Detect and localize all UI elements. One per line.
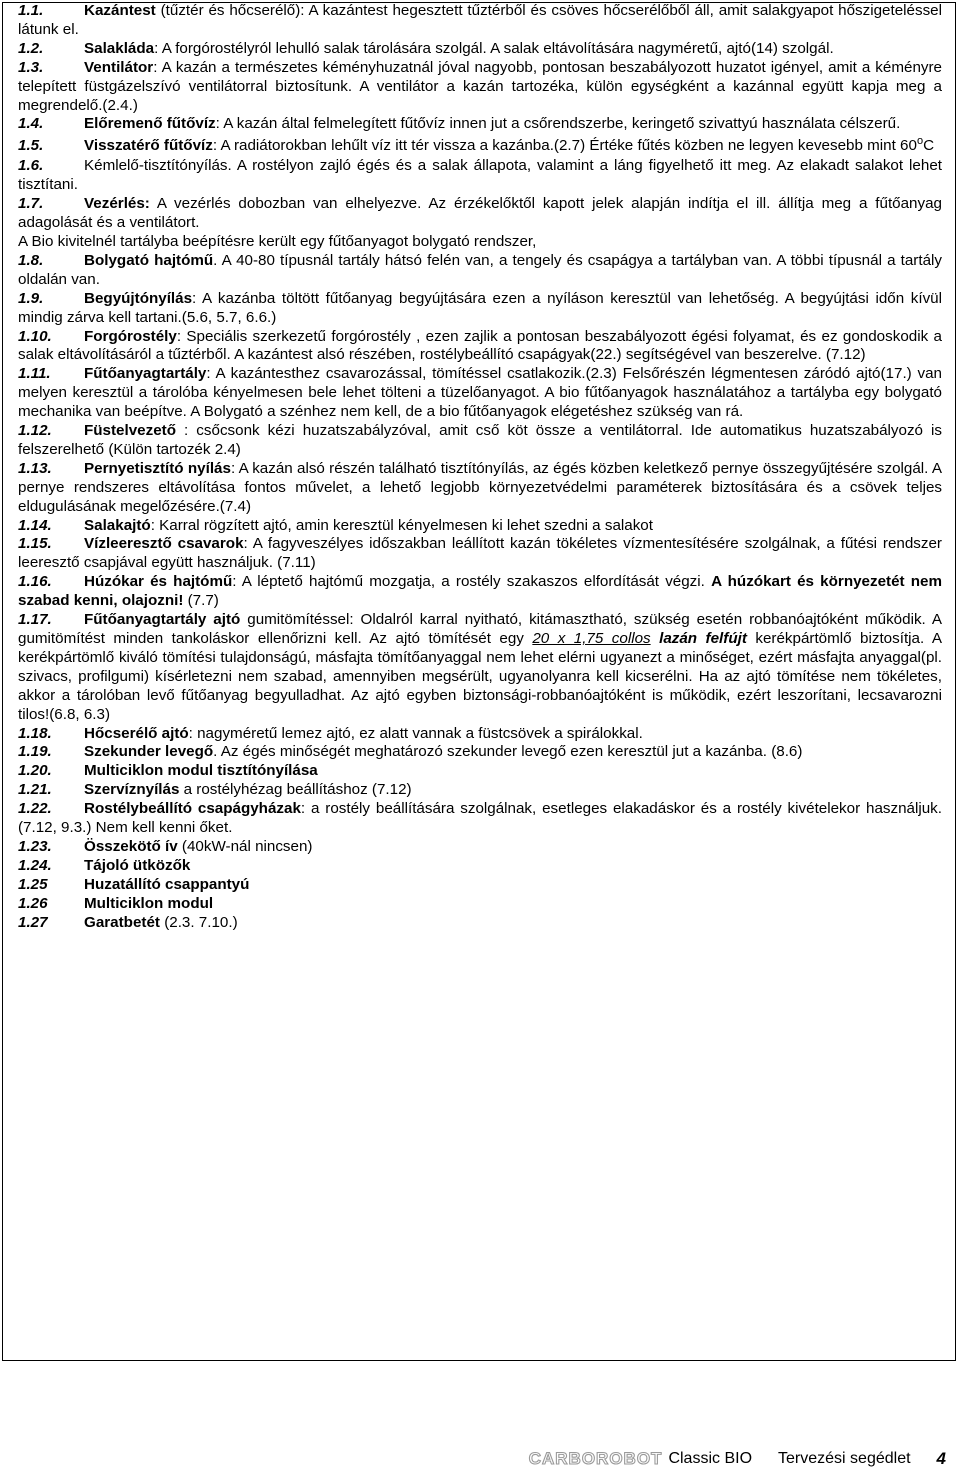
list-item: 1.2. Salakláda: A forgórostélyról lehulló salak tárolására szolgál. A salak eltávolítására nagyméretű, ajtó(14) szolgál. bbox=[18, 39, 834, 57]
list-item: 1.25 Huzatállító csappantyú bbox=[18, 875, 250, 893]
list-item: 1.11. Fűtőanyagtartály: A kazántesthez csavarozással, tömítéssel csatlakozik.(2.3) Felsőrészén légmentesen záródó ajtó(17.) van melyen keresztül a tárolóba kényelmesen bele lehet tölteni a tüzelőanyagot. A bio fűtőanyagok használatához a tartályba egy bolygató mechanika van beépítve. A Bolygató a szénhez nem kell, de a bio fűtőanyagok elégetéshez szükség van rá. bbox=[18, 365, 942, 421]
list-item: 1.20. Multiciklon modul tisztítónyílása bbox=[18, 762, 318, 780]
list-item: 1.3. Ventilátor: A kazán a természetes kéményhuzatnál jóval nagyobb, pontosan beszabályozott huzatot igényel, amit a kéményre telepített füstgázelszívó ventilátorral biztosítunk. A ventilátor a kazán tartozéka, külön egységként a kazánnal együtt kapja meg a megrendelő.(2.4.) bbox=[18, 58, 942, 114]
list-item: 1.5. Visszatérő fűtővíz: A radiátorokban lehűlt víz itt tér vissza a kazánba.(2.7) Értéke fűtés közben ne legyen kevesebb mint 60$^o$C bbox=[18, 135, 935, 155]
list-item: 1.23. Összekötő ív (40kW-nál nincsen) bbox=[18, 837, 313, 855]
list-item: 1.14. Salakajtó: Karral rögzített ajtó, amin keresztül kényelmesen ki lehet szedni a salakot bbox=[18, 516, 653, 534]
document-body bbox=[18, 2, 942, 933]
list-item: 1.17. Fűtőanyagtartály ajtó gumitömítéssel: Oldalról karral nyitható, kitámasztható, szükség esetén robbanóajtóként működik. A gumitömítést minden tankoláskor ellenőrizni kell. Az ajtó tömítését egy 20 x 1,75 collos lazán felfújt kerékpártömlő biztosítja. A kerékpártömlő kiváló tömítési tulajdonságú, másfajta tömítőanyaggal nem lehet elérni ugyanezt a minőséget, ezért másfajta anyaggal(pl. szivacs, profilgumi) kísérletezni nem szabad, amennyiben megsérült, ugyanolyanra kell kicserélni. Ha az ajtó tömítése nem tökéletes, akkor a tárolóban levő fűtőanyag begyulladhat. Az ajtó egyben biztonsági-robbanóajtóként is működik, ezért leszorítani, lecsavarozni tilos!(6.8, 6.3) bbox=[18, 611, 942, 723]
warning-text: A húzókart és környezetét nem szabad kenni, olajozni! bbox=[18, 573, 942, 610]
list-item: 1.15. Vízleeresztő csavarok: A fagyveszélyes időszakban leállított kazán tökéletes vízmentesítésére szolgálnak, a fűtési rendszer leeresztő csapjával együtt használjuk. (7.11) bbox=[18, 535, 942, 572]
list-item: 1.19. Szekunder levegő. Az égés minőségét meghatározó szekunder levegő ezen keresztül jut a kazánba. (8.6) bbox=[18, 743, 803, 761]
list-item: 1.26 Multiciklon modul bbox=[18, 894, 214, 912]
list-item: 1.6. Kémlelő-tisztítónyílás. A rostélyon zajló égés és a salak állapota, valamint a láng figyelhető itt meg. Az elakadt salakot lehet tisztítani. bbox=[18, 157, 942, 194]
paragraph: A Bio kivitelnél tartályba beépítésre került egy fűtőanyagot bolygató rendszer, bbox=[18, 232, 537, 250]
inflated-text: lazán felfújt bbox=[659, 630, 747, 647]
list-item: 1.7. Vezérlés: A vezérlés dobozban van elhelyezve. Az érzékelőktől kapott jelek alapján indítja el ill. állítja meg a fűtőanyag adagolását és a ventilátort. bbox=[18, 195, 942, 232]
list-item: 1.22. Rostélybeállító csapágyházak: a rostély beállítására szolgálnak, esetleges elakadáskor és a rostély kivételekor használjuk.(7.12, 9.3.) Nem kell kenni őket. bbox=[18, 800, 942, 837]
page-footer bbox=[529, 1448, 946, 1470]
list-item: 1.18. Hőcserélő ajtó: nagyméretű lemez ajtó, ez alatt vannak a füstcsövek a spirálokkal. bbox=[18, 724, 643, 742]
list-item: 1.8. Bolygató hajtómű. A 40-80 típusnál tartály hátsó felén van, a tengely és csapágya a tartályban van. A többi típusnál a tartály oldalán van. bbox=[18, 251, 942, 288]
list-item: 1.16. Húzókar és hajtómű: A léptető hajtómű mozgatja, a rostély szakaszos elfordítását végzi. A húzókart és környezetét nem szabad kenni, olajozni! (7.7) bbox=[18, 573, 942, 610]
list-item: 1.1. Kazántest (tűztér és hőcserélő): A kazántest hegesztett tűztérből és csöves hőcserélőből áll, amit salakgyapot hőszigeteléssel látunk el. bbox=[18, 2, 942, 38]
list-item: 1.24. Tájoló ütközők bbox=[18, 856, 191, 874]
list-item: 1.4. Előremenő fűtővíz: A kazán által felmelegített fűtővíz innen jut a csőrendszerbe, keringető szivattyú használata célszerű. bbox=[18, 115, 901, 133]
document-subtitle: Tervezési segédlet bbox=[778, 1450, 911, 1467]
brand-logo: CARBOROBOT bbox=[528, 1449, 663, 1468]
list-item: 1.12. Füstelvezető : csőcsonk kézi huzatszabályzóval, amit cső köt össze a ventilátorral. Ide automatikus huzatszabályozó is felszerelhető (Külön tartozék 2.4) bbox=[18, 422, 942, 458]
product-name: Classic BIO bbox=[668, 1450, 753, 1467]
degree-superscript: o bbox=[916, 135, 924, 148]
list-item: 1.10. Forgórostély: Speciális szerkezetű forgórostély , ezen zajlik a pontosan beszabályozott égési folyamat, és ez gondoskodik a salak eltávolításáról a tűztérből. A kazántest alsó részében, rostélybeállító csapágyak(22.) segítségével van beszerelve. (7.12) bbox=[18, 327, 942, 364]
list-item: 1.27 Garatbetét (2.3. 7.10.) bbox=[18, 913, 238, 931]
list-item: 1.9. Begyújtónyílás: A kazánba töltött fűtőanyag begyújtására ezen a nyíláson keresztül van lehetőség. A begyújtási időn kívül mindig zárva kell tartani.(5.6, 5.7, 6.6.) bbox=[18, 289, 942, 326]
list-item: 1.21. Szervíznyílás a rostélyhézag beállításhoz (7.12) bbox=[18, 781, 412, 799]
tube-size-text: 20 x 1,75 collos bbox=[532, 630, 651, 647]
page-number: 4 bbox=[936, 1449, 946, 1468]
list-item: 1.13. Pernyetisztító nyílás: A kazán alsó részén található tisztítónyílás, az égés közben keletkező pernye összegyűjtésére szolgál. A pernye rendszeres eltávolítása fontos művelet, a lehető legjobb környezetvédelmi paraméterek biztosítására és a csövek teljes eldugulásának megelőzésére.(7.4) bbox=[18, 459, 942, 515]
